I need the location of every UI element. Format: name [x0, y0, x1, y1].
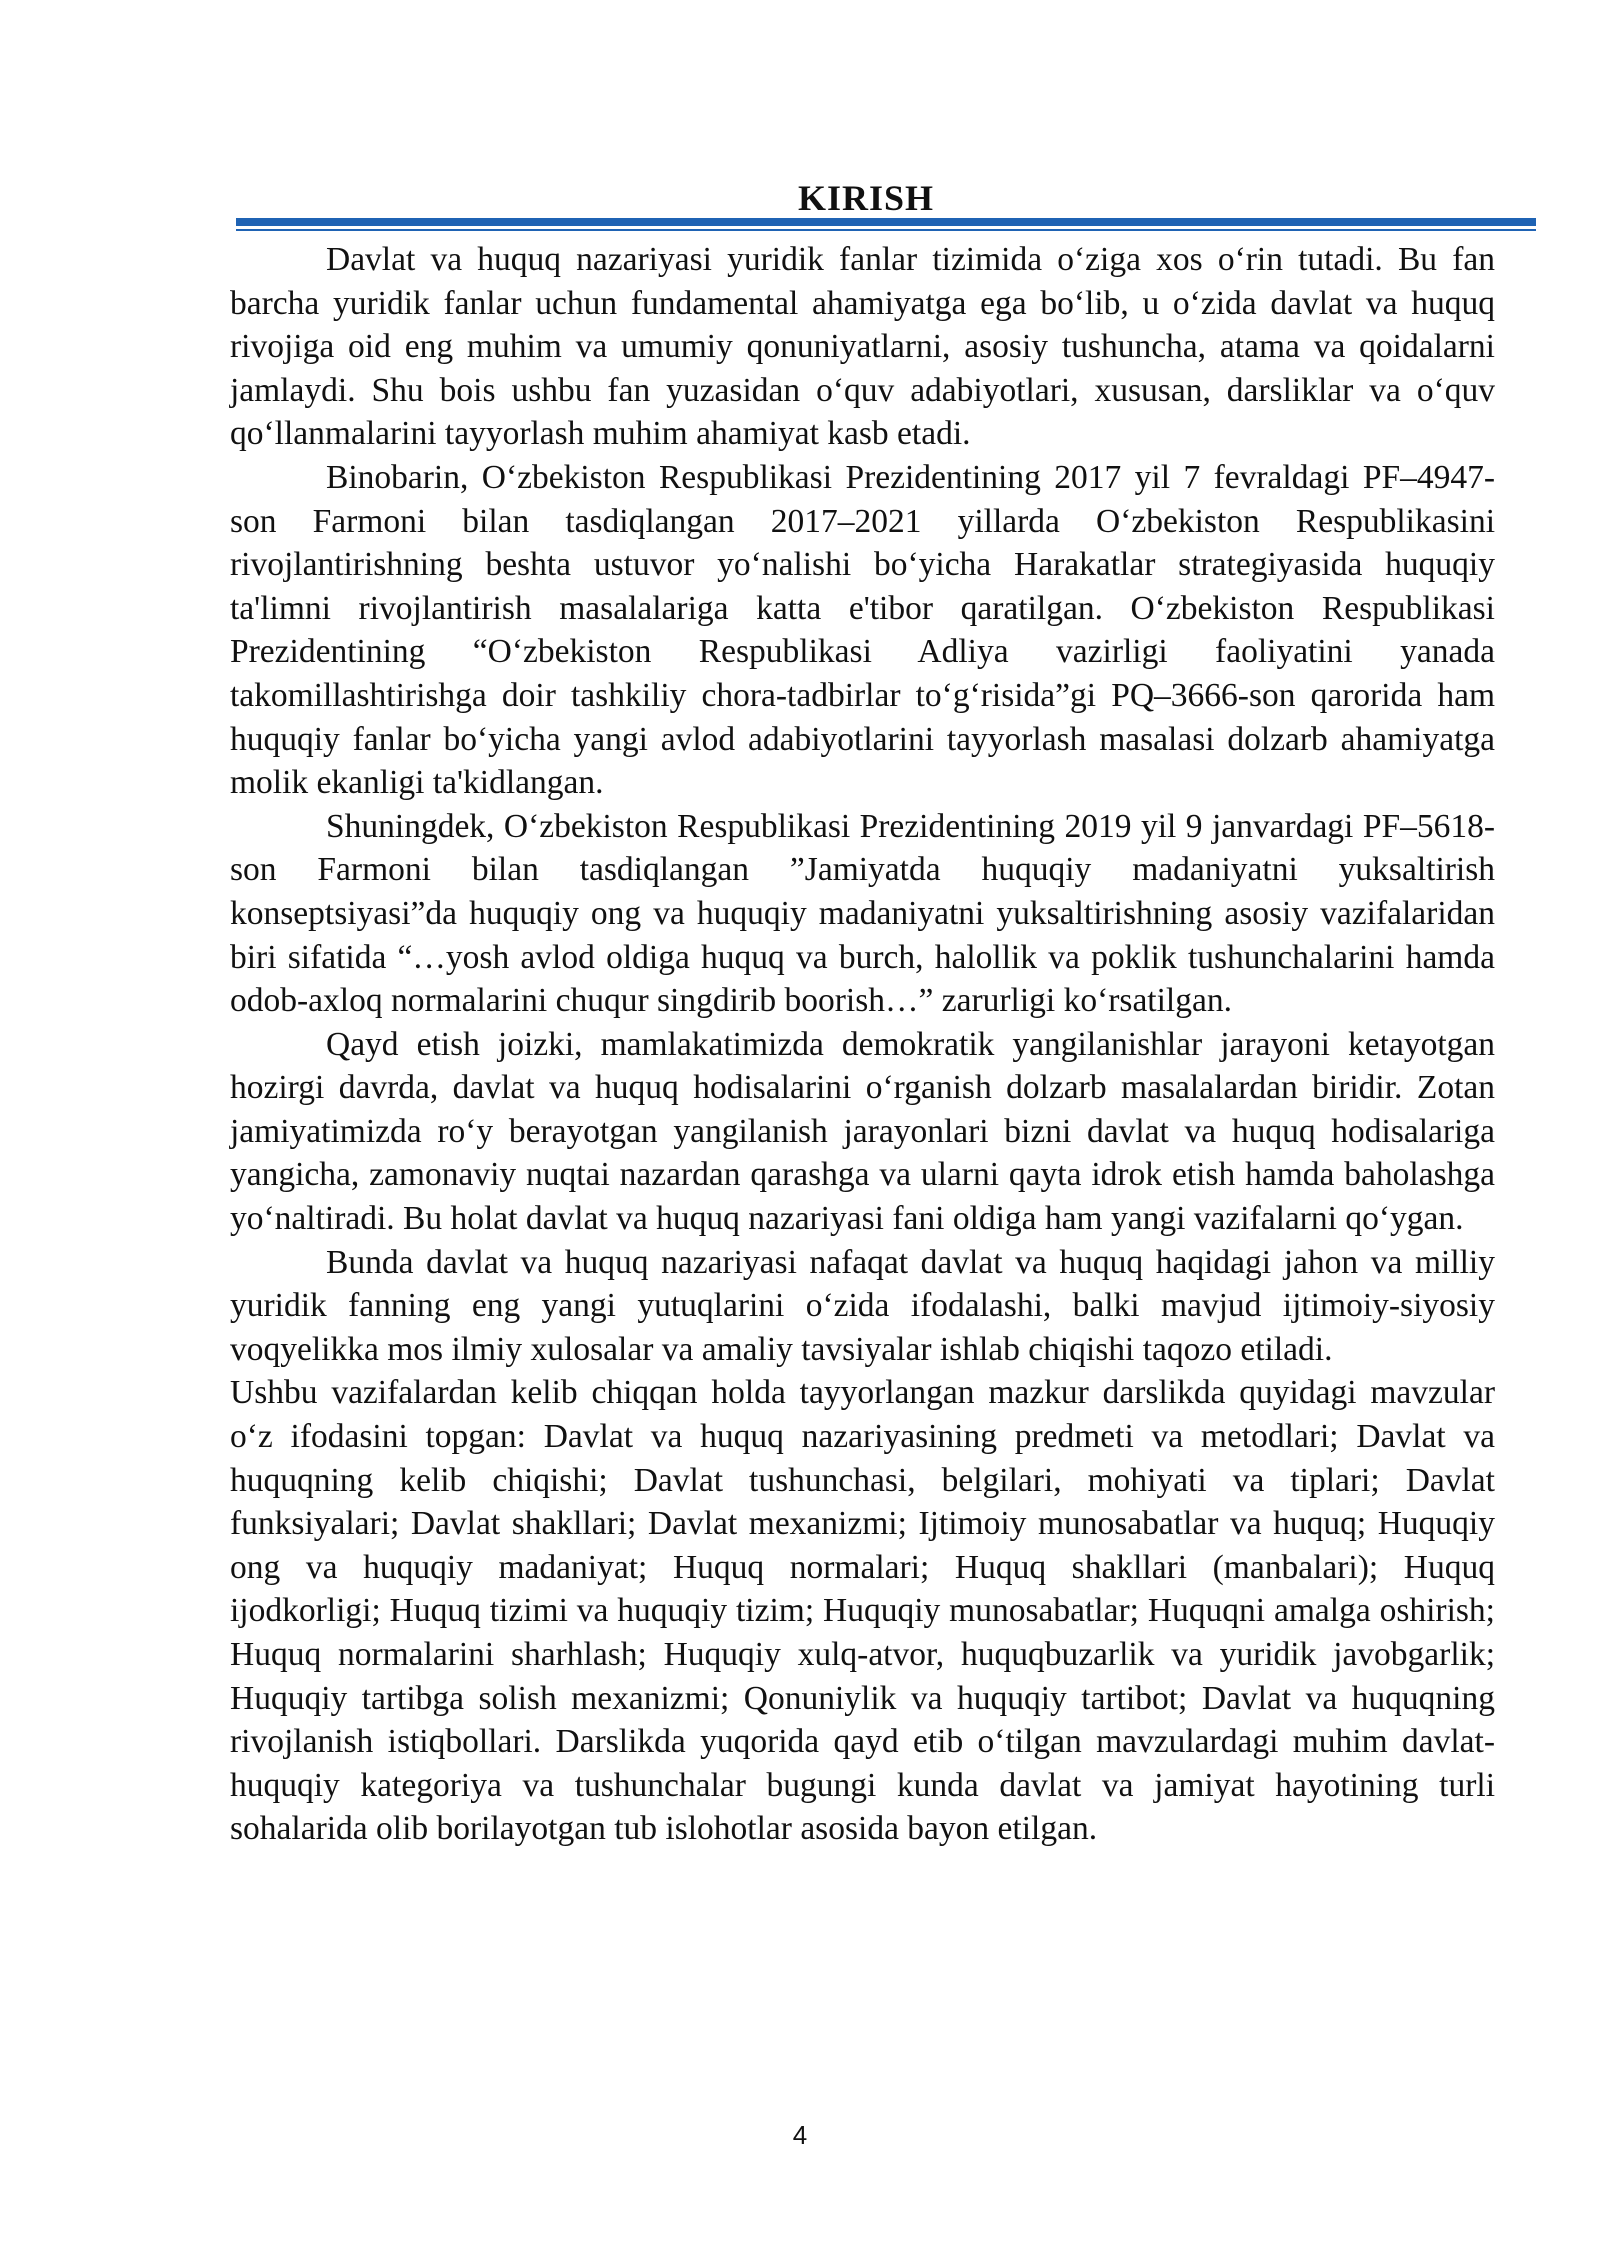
page-number: 4	[792, 2120, 808, 2150]
paragraph: Shuningdek, O‘zbekiston Respublikasi Prezidentining 2019 yil 9 janvardagi PF–5618-son Farmoni bilan tasdiqlangan ”Jamiyatda huquqiy madaniyatni yuksaltirish konseptsiyasi”da huquqiy ong va huquqiy madaniyatni yuksaltirishning asosiy vazifalaridan biri sifatida “…yosh avlod oldiga huquq va burch, halollik va poklik tushunchalarini hamda odob-axloq normalarini chuqur singdirib boorish…” zarurligi ko‘rsatilgan.	[230, 807, 1495, 1020]
body-text	[230, 238, 1495, 1851]
title-divider	[236, 218, 1536, 231]
paragraph: Binobarin, O‘zbekiston Respublikasi Prezidentining 2017 yil 7 fevraldagi PF–4947-son Farmoni bilan tasdiqlangan 2017–2021 yillarda O‘zbekiston Respublikasini rivojlantirishning beshta ustuvor yo‘nalishi bo‘yicha Harakatlar strategiyasida huquqiy ta'limni rivojlantirish masalalariga katta e'tibor qaratilgan. O‘zbekiston Respublikasi Prezidentining “O‘zbekiston Respublikasi Adliya vazirligi faoliyatini yanada takomillashtirishga doir tashkiliy chora-tadbirlar to‘g‘risida”gi PQ–3666-son qarorida ham huquqiy fanlar bo‘yicha yangi avlod adabiyotlarini tayyorlash masalasi dolzarb ahamiyatga molik ekanligi ta'kidlangan.	[230, 458, 1495, 802]
paragraph: Davlat va huquq nazariyasi yuridik fanlar tizimida o‘ziga xos o‘rin tutadi. Bu fan barcha yuridik fanlar uchun fundamental ahamiyatga ega bo‘lib, u o‘zida davlat va huquq rivojiga oid eng muhim va umumiy qonuniyatlarni, asosiy tushuncha, atama va qoidalarni jamlaydi. Shu bois ushbu fan yuzasidan o‘quv adabiyotlari, xususan, darsliklar va o‘quv qo‘llanmalarini tayyorlash muhim ahamiyat kasb etadi.	[230, 241, 1495, 453]
divider-thin-line	[236, 229, 1536, 231]
divider-thick-line	[236, 218, 1536, 226]
paragraph: Qayd etish joizki, mamlakatimizda demokratik yangilanishlar jarayoni ketayotgan hozirgi davrda, davlat va huquq hodisalarini o‘rganish dolzarb masalalardan biridir. Zotan jamiyatimizda ro‘y berayotgan yangilanish jarayonlari bizni davlat va huquq hodisalariga yangicha, zamonaviy nuqtai nazardan qarashga va ularni qayta idrok etish hamda baholashga yo‘naltiradi. Bu holat davlat va huquq nazariyasi fani oldiga ham yangi vazifalarni qo‘ygan.	[230, 1025, 1495, 1238]
paragraph: Bunda davlat va huquq nazariyasi nafaqat davlat va huquq haqidagi jahon va milliy yuridik fanning eng yangi yutuqlarini o‘zida ifodalashi, balki mavjud ijtimoiy-siyosiy voqyelikka mos ilmiy xulosalar va amaliy tavsiyalar ishlab chiqishi taqozo etiladi.	[230, 1243, 1495, 1368]
page-title: KIRISH	[797, 178, 935, 219]
paragraph: Ushbu vazifalardan kelib chiqqan holda tayyorlangan mazkur darslikda quyidagi mavzular o‘z ifodasini topgan: Davlat va huquq nazariyasining predmeti va metodlari; Davlat va huquqning kelib chiqishi; Davlat tushunchasi, belgilari, mohiyati va tiplari; Davlat funksiyalari; Davlat shakllari; Davlat mexanizmi; Ijtimoiy munosabatlar va huquq; Huquqiy ong va huquqiy madaniyat; Huquq normalari; Huquq shakllari (manbalari); Huquq ijodkorligi; Huquq tizimi va huquqiy tizim; Huquqiy munosabatlar; Huquqni amalga oshirish; Huquq normalarini sharhlash; Huquqiy xulq-atvor, huquqbuzarlik va yuridik javobgarlik; Huquqiy tartibga solish mexanizmi; Qonuniylik va huquqiy tartibot; Davlat va huquqning rivojlanish istiqbollari. Darslikda yuqorida qayd etib o‘tilgan mavzulardagi muhim davlat-huquqiy kategoriya va tushunchalar bugungi kunda davlat va jamiyat hayotining turli sohalarida olib borilayotgan tub islohotlar asosida bayon etilgan.	[230, 1374, 1495, 1848]
